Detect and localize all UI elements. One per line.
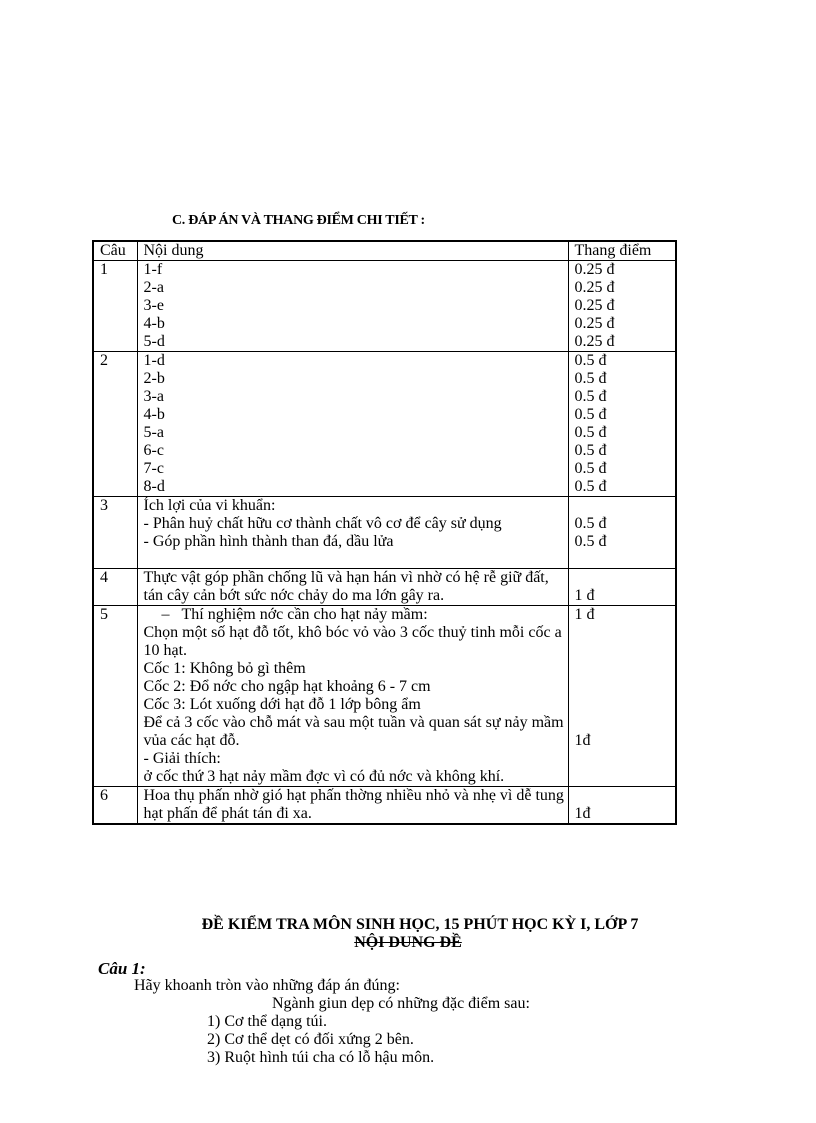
score-line: 0.5 đ bbox=[574, 515, 607, 532]
row-number: 6 bbox=[93, 787, 137, 825]
option-list bbox=[207, 1013, 434, 1067]
answer-line: 3-e bbox=[143, 297, 164, 314]
row-score bbox=[568, 352, 676, 497]
question-label: Câu 1: bbox=[98, 959, 146, 978]
row-number: 4 bbox=[93, 569, 137, 606]
answer-paragraph: Hoa thụ phấn nhờ gió hạt phấn thờng nhiều nhỏ và nhẹ vì dễ tung hạt phấn để phát tán đi xa. bbox=[143, 787, 564, 822]
answer-line: 4-b bbox=[143, 406, 165, 423]
answer-line: 8-d bbox=[143, 478, 165, 495]
score-line: 0.5 đ bbox=[574, 370, 607, 387]
table-row bbox=[93, 606, 676, 787]
score-line: 0.25 đ bbox=[574, 297, 615, 314]
table-row bbox=[93, 569, 676, 606]
answer-line: - Góp phần hình thành than đá, dầu lửa bbox=[143, 533, 394, 550]
answer-line: 5-d bbox=[143, 333, 165, 350]
answer-line: Cốc 2: Đổ nớc cho ngập hạt khoảng 6 - 7 cm bbox=[143, 678, 431, 695]
row-content bbox=[137, 606, 568, 787]
answer-line: 1-d bbox=[143, 352, 165, 369]
header-cau: Câu bbox=[93, 241, 137, 261]
answer-line: 2-b bbox=[143, 370, 165, 387]
exam-subtitle: NỘI DUNG ĐỀ bbox=[354, 934, 462, 951]
row-content bbox=[137, 261, 568, 352]
experiment-heading: – Thí nghiệm nớc cần cho hạt nảy mầm: bbox=[161, 606, 428, 623]
score-line: 0.5 đ bbox=[574, 460, 607, 477]
header-thang-diem: Thang điểm bbox=[568, 241, 676, 261]
row-score bbox=[568, 787, 676, 825]
score-line: 0.5 đ bbox=[574, 352, 607, 369]
row-number: 5 bbox=[93, 606, 137, 787]
score-line: 0.5 đ bbox=[574, 478, 607, 495]
score-line: 0.5 đ bbox=[574, 388, 607, 405]
score-line: 0.5 đ bbox=[574, 424, 607, 441]
experiment-heading-text: Thí nghiệm nớc cần cho hạt nảy mầm: bbox=[181, 606, 428, 623]
table-row bbox=[93, 261, 676, 352]
section-title: C. ĐÁP ÁN VÀ THANG ĐIỂM CHI TIẾT : bbox=[172, 213, 425, 228]
answer-line: 6-c bbox=[143, 442, 164, 459]
answer-line: Ích lợi của vi khuẩn: bbox=[143, 497, 276, 514]
score-line: 0.5 đ bbox=[574, 406, 607, 423]
score-line: 0.25 đ bbox=[574, 333, 615, 350]
answer-line: 4-b bbox=[143, 315, 165, 332]
row-number: 3 bbox=[93, 497, 137, 569]
score-line: 1 đ bbox=[574, 587, 595, 604]
answer-line: 3-a bbox=[143, 388, 164, 405]
option-item: 3) Ruột hình túi cha có lỗ hậu môn. bbox=[207, 1049, 435, 1066]
row-score bbox=[568, 261, 676, 352]
answer-line: - Giải thích: bbox=[143, 750, 221, 767]
row-content bbox=[137, 497, 568, 569]
exam-title: ĐỀ KIỂM TRA MÔN SINH HỌC, 15 PHÚT HỌC KỲ I, LỚP 7 bbox=[201, 916, 639, 933]
answer-line: - Phân huỷ chất hữu cơ thành chất vô cơ để cây sử dụng bbox=[143, 515, 502, 532]
score-line: 1 đ bbox=[574, 606, 595, 623]
header-noi-dung: Nội dung bbox=[137, 241, 568, 261]
score-line: 0.5 đ bbox=[574, 442, 607, 459]
table-row bbox=[93, 352, 676, 497]
score-line: 1đ bbox=[574, 732, 591, 749]
row-content bbox=[137, 569, 568, 606]
answer-paragraph: Thực vật góp phần chống lũ và hạn hán vì nhờ có hệ rễ giữ đất, tán cây cản bớt sức nớc chảy do ma lớn gây ra. bbox=[143, 569, 549, 604]
answer-table bbox=[92, 240, 677, 825]
question-instruction: Hãy khoanh tròn vào những đáp án đúng: bbox=[134, 977, 400, 994]
score-line: 0.25 đ bbox=[574, 279, 615, 296]
row-number: 1 bbox=[93, 261, 137, 352]
row-content bbox=[137, 787, 568, 825]
score-line: 1đ bbox=[574, 805, 591, 822]
score-line: 0.25 đ bbox=[574, 261, 615, 278]
answer-paragraph: Để cả 3 cốc vào chỗ mát và sau một tuần và quan sát sự nảy mầm vủa các hạt đỗ. bbox=[143, 714, 564, 749]
option-item: 2) Cơ thể dẹt có đối xứng 2 bên. bbox=[207, 1031, 414, 1048]
table-row bbox=[93, 787, 676, 825]
table-header-row bbox=[93, 241, 676, 261]
row-number: 2 bbox=[93, 352, 137, 497]
answer-line: 1-f bbox=[143, 261, 163, 278]
question-stem: Ngành giun dẹp có những đặc điểm sau: bbox=[272, 995, 530, 1012]
row-score bbox=[568, 569, 676, 606]
row-score bbox=[568, 497, 676, 569]
answer-line: Cốc 3: Lót xuống dới hạt đỗ 1 lớp bông ẩm bbox=[143, 696, 421, 713]
row-score bbox=[568, 606, 676, 787]
answer-paragraph: Chọn một số hạt đỗ tốt, khô bóc vỏ vào 3 cốc thuỷ tinh mỗi cốc a 10 hạt. bbox=[143, 624, 562, 659]
row-content bbox=[137, 352, 568, 497]
answer-paragraph: ở cốc thứ 3 hạt nảy mầm đợc vì có đủ nớc và không khí. bbox=[143, 768, 505, 785]
score-line bbox=[575, 497, 676, 515]
table-row bbox=[93, 497, 676, 569]
score-line: 0.5 đ bbox=[574, 533, 607, 550]
score-line: 0.25 đ bbox=[574, 315, 615, 332]
option-item: 1) Cơ thể dạng túi. bbox=[207, 1013, 327, 1030]
answer-line: 5-a bbox=[143, 424, 164, 441]
answer-line: Cốc 1: Không bỏ gì thêm bbox=[143, 660, 306, 677]
answer-line: 7-c bbox=[143, 460, 164, 477]
answer-line: 2-a bbox=[143, 279, 164, 296]
